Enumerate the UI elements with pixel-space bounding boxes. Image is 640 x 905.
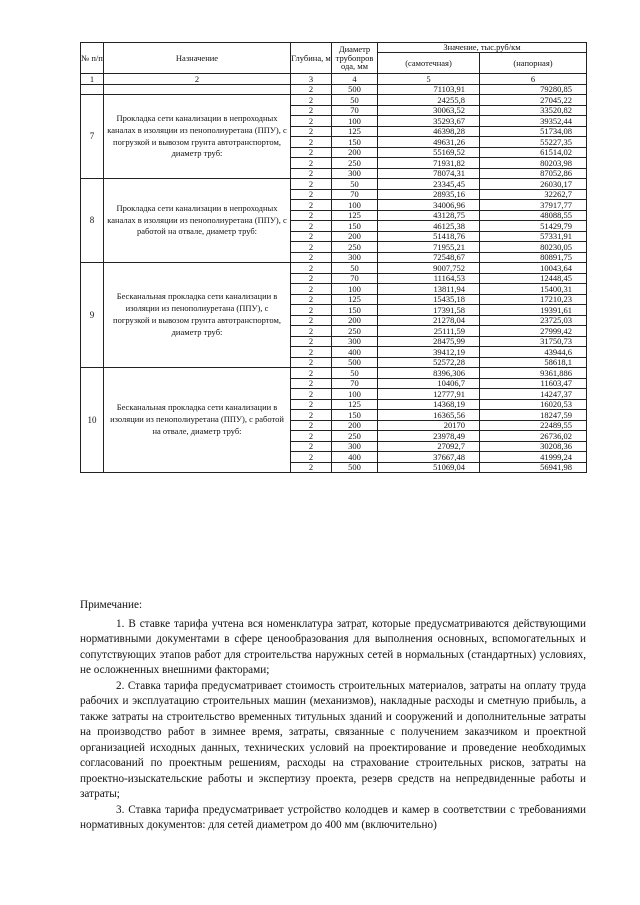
pressure-value-cell: 80230,05 (480, 242, 587, 253)
diameter-cell: 300 (332, 336, 378, 347)
diameter-cell: 500 (332, 357, 378, 368)
pressure-value-cell: 18247,59 (480, 410, 587, 421)
pressure-value-cell: 22489,55 (480, 420, 587, 431)
gravity-value-cell: 39412,19 (378, 347, 480, 358)
blank-cell (81, 84, 104, 95)
pressure-value-cell: 37917,77 (480, 200, 587, 211)
depth-cell: 2 (291, 168, 332, 179)
pressure-value-cell: 27045,22 (480, 95, 587, 106)
diameter-cell: 200 (332, 315, 378, 326)
depth-cell: 2 (291, 221, 332, 232)
diameter-cell: 125 (332, 294, 378, 305)
diameter-cell: 150 (332, 305, 378, 316)
depth-cell: 2 (291, 242, 332, 253)
diameter-cell: 125 (332, 399, 378, 410)
gravity-value-cell: 37667,48 (378, 452, 480, 463)
depth-cell: 2 (291, 284, 332, 295)
depth-cell: 2 (291, 137, 332, 148)
note-paragraph: 2. Ставка тарифа предусматривает стоимость строительных материалов, затраты на оплату труда рабочих и эксплуатацию строительных машин (механизмов), накладные расходы и сметную прибыль, а также затраты на строительство временных титульных зданий и сооружений и дополнительные затраты на производство работ в зимнее время, затраты, связанные с получением заказчиком и проектной организацией исходных данных, технических условий на проектирование и проведение необходимых согласований по проектным решениям, расходы на страхование строительных рисков, затраты на проектно-изыскательские работы и экспертизу проекта, резерв средств на непредвиденные работы и затраты; (80, 679, 586, 800)
gravity-value-cell: 14368,19 (378, 399, 480, 410)
pressure-value-cell: 61514,02 (480, 147, 587, 158)
diameter-cell: 100 (332, 284, 378, 295)
gravity-value-cell: 51069,04 (378, 462, 480, 473)
gravity-value-cell: 55169,52 (378, 147, 480, 158)
gravity-value-cell: 20170 (378, 420, 480, 431)
diameter-cell: 150 (332, 410, 378, 421)
item-number: 9 (81, 263, 104, 368)
pressure-value-cell: 16020,53 (480, 399, 587, 410)
header-value: Значение, тыс.руб/км (378, 43, 587, 53)
diameter-cell: 150 (332, 137, 378, 148)
gravity-value-cell: 15435,18 (378, 294, 480, 305)
diameter-cell: 400 (332, 347, 378, 358)
depth-cell: 2 (291, 84, 332, 95)
column-number: 3 (291, 74, 332, 85)
depth-cell: 2 (291, 189, 332, 200)
pressure-value-cell: 17210,23 (480, 294, 587, 305)
gravity-value-cell: 35293,67 (378, 116, 480, 127)
table-body (81, 84, 587, 473)
column-number: 4 (332, 74, 378, 85)
header-gravity: (самотечная) (378, 53, 480, 74)
gravity-value-cell: 52572,28 (378, 357, 480, 368)
diameter-cell: 300 (332, 168, 378, 179)
diameter-cell: 125 (332, 126, 378, 137)
gravity-value-cell: 28475,99 (378, 336, 480, 347)
pressure-value-cell: 56941,98 (480, 462, 587, 473)
gravity-value-cell: 13811,94 (378, 284, 480, 295)
item-description: Прокладка сети канализации в непроходных каналах в изоляции из пенополиуретана (ППУ), с погрузкой и вывозом грунта автотранспортом, диаметр труб: (104, 95, 291, 179)
item-description: Прокладка сети канализации в непроходных каналах в изоляции из пенополиуретана (ППУ), с работой на отвале, диаметр труб: (104, 179, 291, 263)
gravity-value-cell: 78074,31 (378, 168, 480, 179)
item-number: 8 (81, 179, 104, 263)
pressure-value-cell: 80891,75 (480, 252, 587, 263)
diameter-cell: 250 (332, 158, 378, 169)
diameter-cell: 250 (332, 242, 378, 253)
depth-cell: 2 (291, 462, 332, 473)
depth-cell: 2 (291, 263, 332, 274)
diameter-cell: 400 (332, 452, 378, 463)
notes-title: Примечание: (80, 599, 143, 611)
gravity-value-cell: 49631,26 (378, 137, 480, 148)
depth-cell: 2 (291, 452, 332, 463)
gravity-value-cell: 28935,16 (378, 189, 480, 200)
depth-cell: 2 (291, 315, 332, 326)
depth-cell: 2 (291, 389, 332, 400)
diameter-cell: 250 (332, 326, 378, 337)
item-number: 7 (81, 95, 104, 179)
pressure-value-cell: 31750,73 (480, 336, 587, 347)
gravity-value-cell: 23978,49 (378, 431, 480, 442)
diameter-cell: 70 (332, 273, 378, 284)
pressure-value-cell: 87052,86 (480, 168, 587, 179)
pressure-value-cell: 57331,91 (480, 231, 587, 242)
pressure-value-cell: 32262,7 (480, 189, 587, 200)
depth-cell: 2 (291, 326, 332, 337)
pressure-value-cell: 27999,42 (480, 326, 587, 337)
depth-cell: 2 (291, 273, 332, 284)
diameter-cell: 500 (332, 462, 378, 473)
depth-cell: 2 (291, 336, 332, 347)
gravity-value-cell: 12777,91 (378, 389, 480, 400)
gravity-value-cell: 10406,7 (378, 378, 480, 389)
gravity-value-cell: 51418,76 (378, 231, 480, 242)
diameter-cell: 200 (332, 231, 378, 242)
depth-cell: 2 (291, 147, 332, 158)
pressure-value-cell: 9361,886 (480, 368, 587, 379)
pressure-value-cell: 30208,36 (480, 441, 587, 452)
diameter-cell: 250 (332, 431, 378, 442)
pressure-value-cell: 55227,35 (480, 137, 587, 148)
pressure-value-cell: 58618,1 (480, 357, 587, 368)
diameter-cell: 70 (332, 105, 378, 116)
depth-cell: 2 (291, 158, 332, 169)
pressure-value-cell: 51429,79 (480, 221, 587, 232)
table-header (81, 43, 587, 85)
depth-cell: 2 (291, 410, 332, 421)
diameter-cell: 50 (332, 179, 378, 190)
pressure-value-cell: 19391,61 (480, 305, 587, 316)
depth-cell: 2 (291, 95, 332, 106)
gravity-value-cell: 43128,75 (378, 210, 480, 221)
table-row (81, 368, 587, 379)
pressure-value-cell: 48088,55 (480, 210, 587, 221)
note-paragraph: 3. Ставка тарифа предусматривает устройство колодцев и камер в соответствии с требованиями нормативных документов: для сетей диаметром до 400 мм (включительно) (80, 803, 586, 831)
depth-cell: 2 (291, 399, 332, 410)
pressure-value-cell: 51734,08 (480, 126, 587, 137)
gravity-value-cell: 30063,52 (378, 105, 480, 116)
pressure-value-cell: 10043,64 (480, 263, 587, 274)
header-depth: Глубина, м (291, 43, 332, 74)
depth-cell: 2 (291, 305, 332, 316)
item-description: Бесканальная прокладка сети канализации в изоляции из пенополиуретана (ППУ), с работой на отвале, диаметр труб: (104, 368, 291, 473)
depth-cell: 2 (291, 441, 332, 452)
diameter-cell: 100 (332, 116, 378, 127)
column-number: 5 (378, 74, 480, 85)
table-row (81, 263, 587, 274)
depth-cell: 2 (291, 378, 332, 389)
depth-cell: 2 (291, 105, 332, 116)
diameter-cell: 50 (332, 95, 378, 106)
depth-cell: 2 (291, 347, 332, 358)
column-number: 6 (480, 74, 587, 85)
gravity-value-cell: 9007,752 (378, 263, 480, 274)
pressure-value-cell: 39352,44 (480, 116, 587, 127)
diameter-cell: 70 (332, 189, 378, 200)
header-diameter: Диаметр трубопров ода, мм (332, 43, 378, 74)
depth-cell: 2 (291, 252, 332, 263)
gravity-value-cell: 34006,96 (378, 200, 480, 211)
depth-cell: 2 (291, 200, 332, 211)
gravity-value-cell: 71931,82 (378, 158, 480, 169)
diameter-cell: 50 (332, 263, 378, 274)
diameter-cell: 125 (332, 210, 378, 221)
diameter-cell: 300 (332, 252, 378, 263)
depth-cell: 2 (291, 116, 332, 127)
diameter-cell: 150 (332, 221, 378, 232)
column-number: 2 (104, 74, 291, 85)
diameter-cell: 70 (332, 378, 378, 389)
header-pressure: (напорная) (480, 53, 587, 74)
gravity-value-cell: 71103,91 (378, 84, 480, 95)
diameter-cell: 200 (332, 420, 378, 431)
gravity-value-cell: 25111,59 (378, 326, 480, 337)
diameter-cell: 100 (332, 200, 378, 211)
pressure-value-cell: 15400,31 (480, 284, 587, 295)
depth-cell: 2 (291, 179, 332, 190)
gravity-value-cell: 11164,53 (378, 273, 480, 284)
column-number: 1 (81, 74, 104, 85)
gravity-value-cell: 71955,21 (378, 242, 480, 253)
diameter-cell: 200 (332, 147, 378, 158)
depth-cell: 2 (291, 357, 332, 368)
gravity-value-cell: 17391,58 (378, 305, 480, 316)
depth-cell: 2 (291, 368, 332, 379)
item-number: 10 (81, 368, 104, 473)
pressure-value-cell: 11603,47 (480, 378, 587, 389)
gravity-value-cell: 27092,7 (378, 441, 480, 452)
pressure-value-cell: 80203,98 (480, 158, 587, 169)
pressure-value-cell: 41999,24 (480, 452, 587, 463)
pressure-value-cell: 26736,02 (480, 431, 587, 442)
pressure-value-cell: 33520,82 (480, 105, 587, 116)
table-row (81, 84, 587, 95)
depth-cell: 2 (291, 294, 332, 305)
pressure-value-cell: 26030,17 (480, 179, 587, 190)
header-name: Назначение (104, 43, 291, 74)
item-description: Бесканальная прокладка сети канализации в изоляции из пенополиуретана (ППУ), с погрузкой и вывозом грунта автотранспортом, диаметр труб: (104, 263, 291, 368)
gravity-value-cell: 16365,56 (378, 410, 480, 421)
depth-cell: 2 (291, 431, 332, 442)
notes-section (80, 598, 586, 834)
table-row (81, 95, 587, 106)
diameter-cell: 500 (332, 84, 378, 95)
blank-cell (104, 84, 291, 95)
diameter-cell: 50 (332, 368, 378, 379)
gravity-value-cell: 24255,8 (378, 95, 480, 106)
gravity-value-cell: 46125,38 (378, 221, 480, 232)
diameter-cell: 100 (332, 389, 378, 400)
tariff-table (80, 42, 587, 473)
depth-cell: 2 (291, 420, 332, 431)
table-row (81, 179, 587, 190)
gravity-value-cell: 72548,67 (378, 252, 480, 263)
pressure-value-cell: 14247,37 (480, 389, 587, 400)
gravity-value-cell: 46398,28 (378, 126, 480, 137)
pressure-value-cell: 79280,85 (480, 84, 587, 95)
pressure-value-cell: 23725,03 (480, 315, 587, 326)
gravity-value-cell: 8396,306 (378, 368, 480, 379)
header-num: № п/п (81, 43, 104, 74)
gravity-value-cell: 23345,45 (378, 179, 480, 190)
pressure-value-cell: 43944,6 (480, 347, 587, 358)
gravity-value-cell: 21278,04 (378, 315, 480, 326)
pressure-value-cell: 12448,45 (480, 273, 587, 284)
diameter-cell: 300 (332, 441, 378, 452)
note-paragraph: 1. В ставке тарифа учтена вся номенклатура затрат, которые предусматриваются действующими нормативными документами в сфере ценообразования для выполнения основных, вспомогательных и сопутствующих этапов работ для строительства наружных сетей в нормальных (стандартных) условиях, не осложненных внешними факторами; (80, 617, 586, 676)
depth-cell: 2 (291, 231, 332, 242)
depth-cell: 2 (291, 126, 332, 137)
depth-cell: 2 (291, 210, 332, 221)
